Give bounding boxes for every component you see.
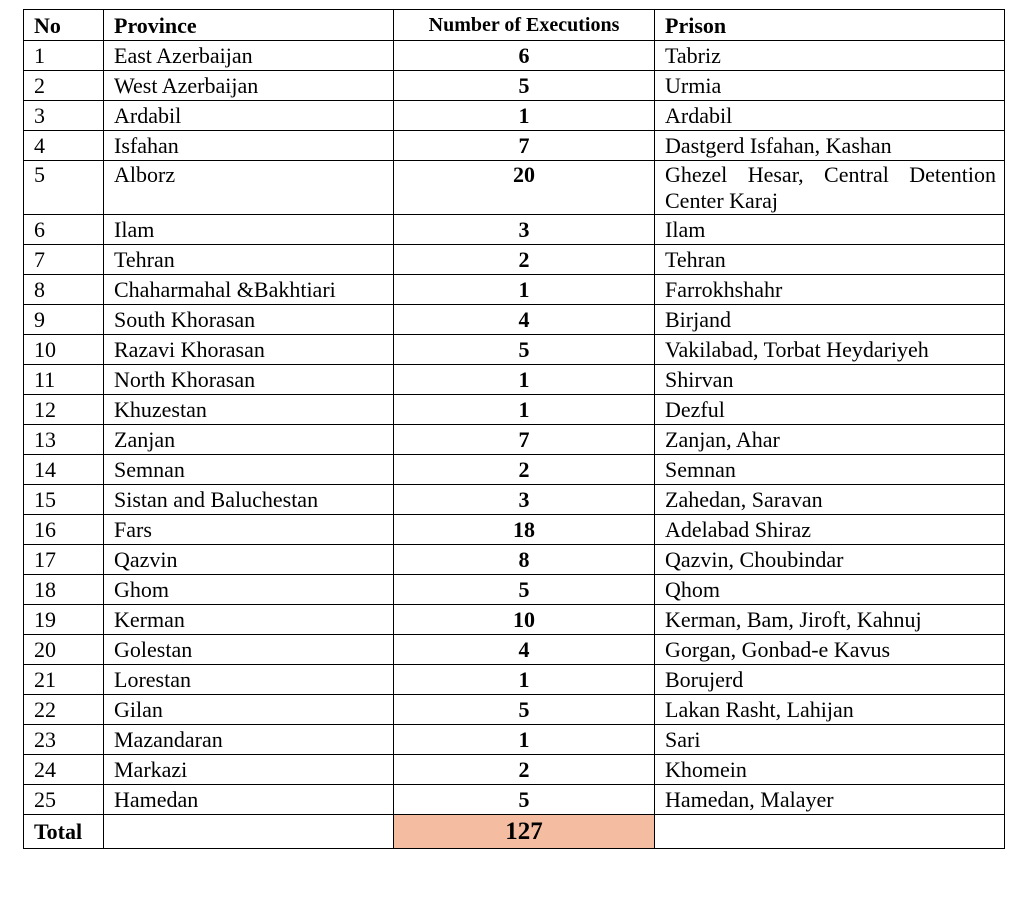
table-row: [24, 455, 1005, 485]
cell-executions: 5: [394, 71, 655, 101]
cell-no: 21: [24, 665, 104, 695]
cell-executions: 1: [394, 275, 655, 305]
cell-province: Tehran: [104, 245, 394, 275]
cell-prison: Lakan Rasht, Lahijan: [655, 695, 1005, 725]
cell-prison: Vakilabad, Torbat Heydariyeh: [655, 335, 1005, 365]
cell-province: Mazandaran: [104, 725, 394, 755]
total-row: [24, 815, 1005, 849]
cell-executions: 10: [394, 605, 655, 635]
cell-no: 10: [24, 335, 104, 365]
cell-no: 5: [24, 161, 104, 215]
cell-executions: 1: [394, 665, 655, 695]
cell-prison: Borujerd: [655, 665, 1005, 695]
executions-table: [23, 9, 1005, 849]
header-province: Province: [104, 10, 394, 41]
cell-prison: Sari: [655, 725, 1005, 755]
cell-prison: Hamedan, Malayer: [655, 785, 1005, 815]
cell-no: 19: [24, 605, 104, 635]
cell-province: Qazvin: [104, 545, 394, 575]
cell-prison: Tabriz: [655, 41, 1005, 71]
table-row: [24, 131, 1005, 161]
cell-province: Kerman: [104, 605, 394, 635]
total-executions: 127: [394, 815, 655, 849]
total-prison-cell: [655, 815, 1005, 849]
cell-executions: 2: [394, 755, 655, 785]
cell-no: 11: [24, 365, 104, 395]
cell-province: Chaharmahal &Bakhtiari: [104, 275, 394, 305]
cell-province: Razavi Khorasan: [104, 335, 394, 365]
cell-province: Gilan: [104, 695, 394, 725]
cell-province: North Khorasan: [104, 365, 394, 395]
cell-prison: Kerman, Bam, Jiroft, Kahnuj: [655, 605, 1005, 635]
cell-no: 9: [24, 305, 104, 335]
cell-no: 3: [24, 101, 104, 131]
cell-province: Alborz: [104, 161, 394, 215]
cell-no: 12: [24, 395, 104, 425]
cell-province: Khuzestan: [104, 395, 394, 425]
cell-prison: Dezful: [655, 395, 1005, 425]
cell-executions: 5: [394, 575, 655, 605]
table-row: [24, 425, 1005, 455]
table-row: [24, 665, 1005, 695]
cell-executions: 6: [394, 41, 655, 71]
table-row: [24, 275, 1005, 305]
cell-prison: Qazvin, Choubindar: [655, 545, 1005, 575]
table-row: [24, 245, 1005, 275]
cell-executions: 1: [394, 725, 655, 755]
table-row: [24, 485, 1005, 515]
cell-prison: Ghezel Hesar, Central Detention Center Karaj: [655, 161, 1005, 215]
cell-province: Isfahan: [104, 131, 394, 161]
table-row: [24, 365, 1005, 395]
cell-no: 7: [24, 245, 104, 275]
cell-province: Ilam: [104, 215, 394, 245]
cell-province: Golestan: [104, 635, 394, 665]
table-row: [24, 755, 1005, 785]
cell-prison: Tehran: [655, 245, 1005, 275]
cell-no: 23: [24, 725, 104, 755]
cell-province: West Azerbaijan: [104, 71, 394, 101]
cell-prison: Zahedan, Saravan: [655, 485, 1005, 515]
table-row: [24, 161, 1005, 215]
header-no: No: [24, 10, 104, 41]
table-row: [24, 395, 1005, 425]
cell-prison: Gorgan, Gonbad-e Kavus: [655, 635, 1005, 665]
cell-executions: 1: [394, 395, 655, 425]
table-row: [24, 695, 1005, 725]
cell-province: Semnan: [104, 455, 394, 485]
cell-executions: 3: [394, 485, 655, 515]
table-row: [24, 335, 1005, 365]
cell-no: 2: [24, 71, 104, 101]
cell-prison: Shirvan: [655, 365, 1005, 395]
cell-prison: Dastgerd Isfahan, Kashan: [655, 131, 1005, 161]
cell-executions: 4: [394, 305, 655, 335]
cell-prison: Farrokhshahr: [655, 275, 1005, 305]
cell-no: 14: [24, 455, 104, 485]
cell-province: South Khorasan: [104, 305, 394, 335]
cell-no: 15: [24, 485, 104, 515]
cell-no: 8: [24, 275, 104, 305]
cell-executions: 7: [394, 425, 655, 455]
header-executions: Number of Executions: [394, 10, 655, 41]
cell-prison: Birjand: [655, 305, 1005, 335]
cell-province: Zanjan: [104, 425, 394, 455]
table-header-row: [24, 10, 1005, 41]
cell-no: 24: [24, 755, 104, 785]
cell-no: 4: [24, 131, 104, 161]
cell-prison: Semnan: [655, 455, 1005, 485]
cell-executions: 18: [394, 515, 655, 545]
cell-province: Ardabil: [104, 101, 394, 131]
table-row: [24, 785, 1005, 815]
cell-no: 6: [24, 215, 104, 245]
cell-executions: 5: [394, 695, 655, 725]
cell-executions: 5: [394, 785, 655, 815]
table-row: [24, 545, 1005, 575]
cell-no: 22: [24, 695, 104, 725]
cell-prison: Ardabil: [655, 101, 1005, 131]
cell-executions: 3: [394, 215, 655, 245]
table-row: [24, 575, 1005, 605]
cell-no: 13: [24, 425, 104, 455]
cell-province: Sistan and Baluchestan: [104, 485, 394, 515]
cell-province: Markazi: [104, 755, 394, 785]
table-row: [24, 41, 1005, 71]
cell-prison: Urmia: [655, 71, 1005, 101]
cell-province: Hamedan: [104, 785, 394, 815]
table-row: [24, 101, 1005, 131]
cell-no: 25: [24, 785, 104, 815]
cell-executions: 8: [394, 545, 655, 575]
cell-prison: Zanjan, Ahar: [655, 425, 1005, 455]
cell-executions: 7: [394, 131, 655, 161]
header-prison: Prison: [655, 10, 1005, 41]
table-row: [24, 305, 1005, 335]
table-row: [24, 71, 1005, 101]
table-row: [24, 635, 1005, 665]
cell-province: Lorestan: [104, 665, 394, 695]
cell-executions: 2: [394, 455, 655, 485]
cell-no: 16: [24, 515, 104, 545]
cell-executions: 1: [394, 365, 655, 395]
cell-prison: Ilam: [655, 215, 1005, 245]
cell-no: 1: [24, 41, 104, 71]
table-body: [24, 41, 1005, 815]
cell-executions: 5: [394, 335, 655, 365]
cell-province: East Azerbaijan: [104, 41, 394, 71]
cell-no: 20: [24, 635, 104, 665]
total-province-cell: [104, 815, 394, 849]
cell-prison: Khomein: [655, 755, 1005, 785]
table-row: [24, 215, 1005, 245]
cell-executions: 4: [394, 635, 655, 665]
table-row: [24, 605, 1005, 635]
cell-prison: Adelabad Shiraz: [655, 515, 1005, 545]
cell-prison: Qhom: [655, 575, 1005, 605]
cell-province: Fars: [104, 515, 394, 545]
cell-no: 18: [24, 575, 104, 605]
cell-no: 17: [24, 545, 104, 575]
cell-province: Ghom: [104, 575, 394, 605]
cell-executions: 2: [394, 245, 655, 275]
table-row: [24, 725, 1005, 755]
total-label: Total: [24, 815, 104, 849]
cell-executions: 1: [394, 101, 655, 131]
table-row: [24, 515, 1005, 545]
cell-executions: 20: [394, 161, 655, 215]
